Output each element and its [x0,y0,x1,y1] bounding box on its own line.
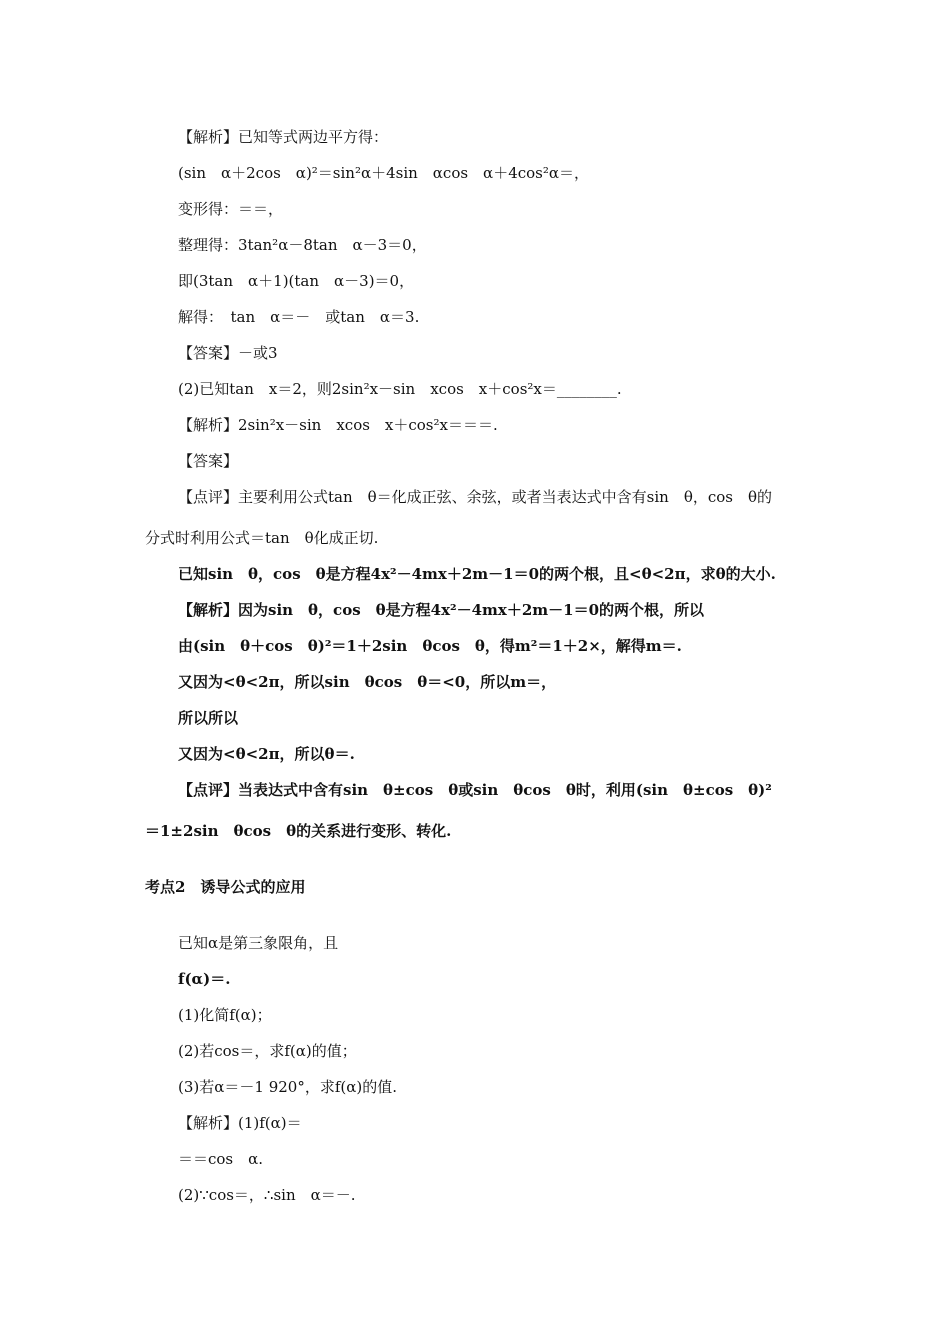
text-line: 又因为<θ<2π，所以θ＝. [178,745,355,763]
text-line: 已知α是第三象限角，且 [178,934,339,952]
text-line: ＝＝cos α. [178,1150,264,1168]
text-line: 即(3tan α＋1)(tan α－3)＝0， [178,272,415,290]
text-line: 【答案】 [178,452,239,470]
text-line: (2)若cos＝，求f(α)的值； [178,1042,357,1060]
text-line: 所以所以 [178,709,239,727]
text-line: 【答案】－或3 [178,344,278,362]
text-line: 【解析】2sin²x－sin xcos x＋cos²x＝＝＝. [178,416,498,434]
text-line: 整理得：3tan²α－8tan α－3＝0， [178,236,427,254]
text-line: 【点评】主要利用公式tan θ＝化成正弦、余弦，或者当表达式中含有sin θ，cos θ的 [178,488,773,506]
text-line: (2)∵cos＝，∴sin α＝－. [178,1186,356,1204]
text-line: 【解析】已知等式两边平方得： [178,128,389,146]
text-line: f(α)＝. [178,970,231,988]
text-line: ＝1±2sin θcos θ的关系进行变形、转化. [145,822,452,840]
text-line: 变形得：＝＝， [178,200,284,218]
text-line: 【解析】因为sin θ，cos θ是方程4x²－4mx＋2m－1＝0的两个根，所以 [178,601,705,619]
text-line: 解得： tan α＝－ 或tan α＝3. [178,308,420,326]
text-line: 又因为<θ<2π，所以sin θcos θ＝<0，所以m＝， [178,673,557,691]
text-line: 【解析】(1)f(α)＝ [178,1114,302,1132]
text-line: 已知sin θ，cos θ是方程4x²－4mx＋2m－1＝0的两个根，且<θ<2π，求θ的大小. [178,565,776,583]
text-line: 由(sin θ＋cos θ)²＝1＋2sin θcos θ，得m²＝1＋2×，解得m＝. [178,637,682,655]
text-line: (3)若α＝－1 920°，求f(α)的值. [178,1078,397,1096]
text-line: (1)化简f(α)； [178,1006,272,1024]
text-line: (2)已知tan x＝2，则2sin²x－sin xcos x＋cos²x＝________. [178,380,622,398]
text-line: 【点评】当表达式中含有sin θ±cos θ或sin θcos θ时，利用(sin θ±cos θ)² [178,781,772,799]
text-line: (sin α＋2cos α)²＝sin²α＋4sin αcos α＋4cos²α＝， [178,164,590,182]
section-heading: 考点2 诱导公式的应用 [145,878,306,896]
text-line: 分式时利用公式＝tan θ化成正切. [145,529,379,547]
